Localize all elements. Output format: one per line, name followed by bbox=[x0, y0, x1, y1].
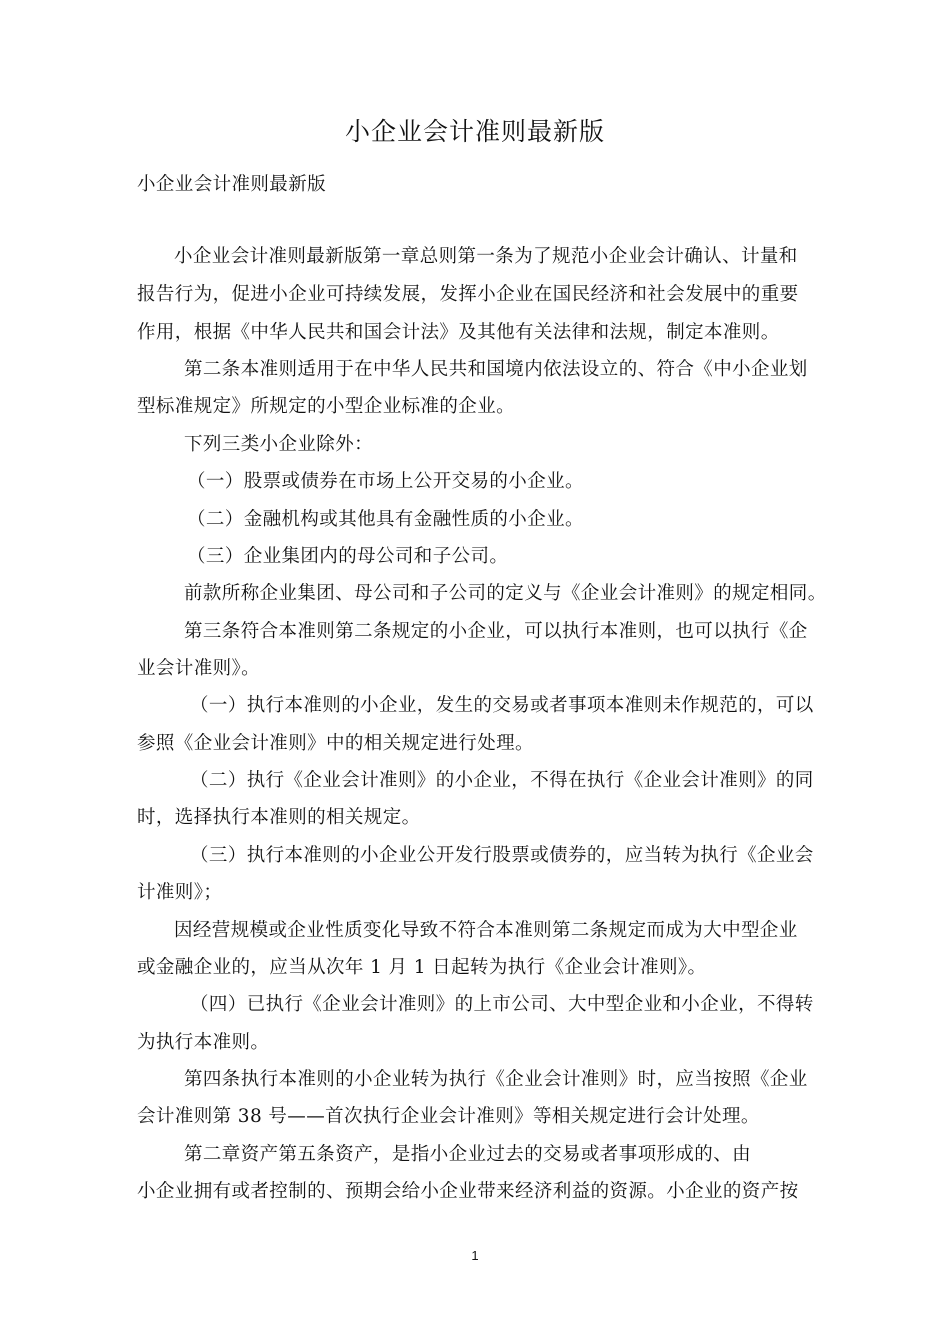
body-line: 为执行本准则。 bbox=[137, 1032, 270, 1053]
body-line: 小企业会计准则最新版第一章总则第一条为了规范小企业会计确认、计量和 bbox=[174, 246, 798, 267]
body-line: 或金融企业的，应当从次年 1 月 1 日起转为执行《企业会计准则》。 bbox=[137, 957, 707, 978]
body-line: 参照《企业会计准则》中的相关规定进行处理。 bbox=[137, 733, 534, 754]
body-line: 前款所称企业集团、母公司和子公司的定义与《企业会计准则》的规定相同。 bbox=[184, 583, 827, 604]
body-line: （三）企业集团内的母公司和子公司。 bbox=[187, 546, 509, 567]
body-line: （三）执行本准则的小企业公开发行股票或债券的，应当转为执行《企业会 bbox=[190, 845, 814, 866]
body-line: （二）金融机构或其他具有金融性质的小企业。 bbox=[187, 509, 584, 530]
body-line: 作用，根据《中华人民共和国会计法》及其他有关法律和法规，制定本准则。 bbox=[137, 322, 780, 343]
body-line: 第二章资产第五条资产，是指小企业过去的交易或者事项形成的、由 bbox=[184, 1144, 752, 1165]
body-line: 因经营规模或企业性质变化导致不符合本准则第二条规定而成为大中型企业 bbox=[174, 920, 798, 941]
body-line: 第四条执行本准则的小企业转为执行《企业会计准则》时，应当按照《企业 bbox=[184, 1069, 808, 1090]
body-line: 时，选择执行本准则的相关规定。 bbox=[137, 807, 421, 828]
body-line: （二）执行《企业会计准则》的小企业，不得在执行《企业会计准则》的同 bbox=[190, 770, 814, 791]
body-line: 型标准规定》所规定的小型企业标准的企业。 bbox=[137, 396, 516, 417]
body-line: （四）已执行《企业会计准则》的上市公司、大中型企业和小企业，不得转 bbox=[190, 994, 814, 1015]
body-line: 报告行为，促进小企业可持续发展，发挥小企业在国民经济和社会发展中的重要 bbox=[137, 284, 799, 305]
body-line: 第三条符合本准则第二条规定的小企业，可以执行本准则，也可以执行《企 bbox=[184, 621, 808, 642]
body-line: 会计准则第 38 号——首次执行企业会计准则》等相关规定进行会计处理。 bbox=[137, 1106, 760, 1127]
body-line: 计准则》； bbox=[137, 882, 223, 903]
document-title: 小企业会计准则最新版 bbox=[344, 117, 605, 146]
body-line: 第二条本准则适用于在中华人民共和国境内依法设立的、符合《中小企业划 bbox=[184, 359, 808, 380]
body-line: 下列三类小企业除外： bbox=[184, 434, 374, 455]
body-line: （一）执行本准则的小企业，发生的交易或者事项本准则未作规范的，可以 bbox=[190, 695, 814, 716]
body-line: 业会计准则》。 bbox=[137, 658, 261, 679]
body-line: （一）股票或债券在市场上公开交易的小企业。 bbox=[187, 471, 584, 492]
body-line: 小企业拥有或者控制的、预期会给小企业带来经济利益的资源。小企业的资产按 bbox=[137, 1181, 799, 1202]
page-number: 1 bbox=[471, 1248, 479, 1263]
subtitle: 小企业会计准则最新版 bbox=[137, 174, 327, 195]
